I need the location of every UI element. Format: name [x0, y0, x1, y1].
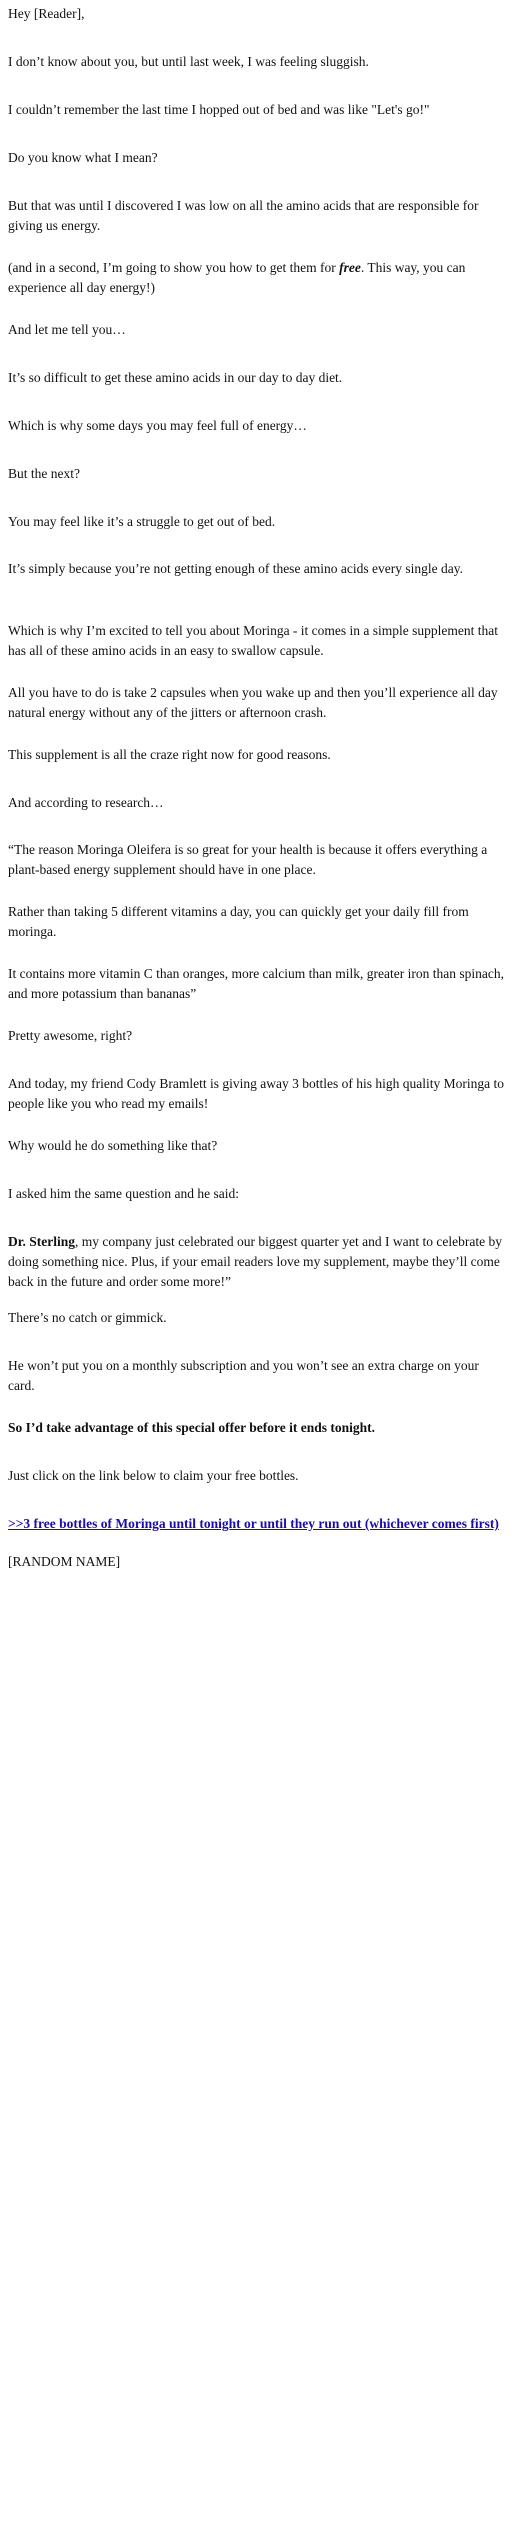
paragraph-subscription: He won’t put you on a monthly subscription and you won’t see an extra charge on your card.	[8, 1358, 479, 1393]
cta-link[interactable]: >>3 free bottles of Moringa until tonight or until they run out (whichever comes first)	[8, 1516, 499, 1531]
paragraph-no-catch: There’s no catch or gimmick.	[8, 1310, 167, 1325]
greeting: Hey [Reader],	[8, 6, 85, 21]
paragraph-difficult: It’s so difficult to get these amino acids in our day to day diet.	[8, 370, 343, 385]
paragraph-advantage	[8, 1418, 508, 1438]
paragraph-quote-1: “The reason Moringa Oleifera is so great for your health is because it offers everything a plant-based energy supplement should have in one place.	[8, 842, 488, 877]
paragraph-know-what: Do you know what I mean?	[8, 150, 158, 165]
paragraph-not-enough: It’s simply because you’re not getting enough of these amino acids every single day.	[8, 561, 464, 576]
paragraph-click: Just click on the link below to claim your free bottles.	[8, 1468, 299, 1483]
paragraph-craze: This supplement is all the craze right now for good reasons.	[8, 747, 331, 762]
paragraph-struggle: You may feel like it’s a struggle to get out of bed.	[8, 514, 276, 529]
free-emphasis: free	[339, 260, 361, 275]
sterling-name: Dr. Sterling	[8, 1234, 75, 1249]
paragraph-sluggish: I don’t know about you, but until last week, I was feeling sluggish.	[8, 54, 369, 69]
paragraph-low-amino: But that was until I discovered I was low on all the amino acids that are responsible for giving us energy.	[8, 198, 479, 233]
cta-paragraph	[8, 1514, 508, 1534]
paragraph-sterling-quote	[8, 1232, 508, 1292]
sterling-quote-text: , my company just celebrated our biggest quarter yet and I want to celebrate by doing something nice. Plus, if your email readers love my supplement, maybe they’ll come back in the future and order some more!”	[8, 1234, 502, 1289]
paragraph-research: And according to research…	[8, 795, 164, 810]
paragraph-awesome: Pretty awesome, right?	[8, 1028, 133, 1043]
paragraph-two-capsules: All you have to do is take 2 capsules when you wake up and then you’ll experience all day natural energy without any of the jitters or afternoon crash.	[8, 685, 498, 720]
paragraph-free-energy	[8, 258, 508, 298]
paragraph-full-energy: Which is why some days you may feel full of energy…	[8, 418, 307, 433]
paragraph-lets-go: I couldn’t remember the last time I hopped out of bed and was like "Let's go!"	[8, 102, 430, 117]
paragraph-giving-away: And today, my friend Cody Bramlett is giving away 3 bottles of his high quality Moringa to people like you who read my emails!	[8, 1076, 504, 1111]
paragraph-why: Why would he do something like that?	[8, 1138, 218, 1153]
free-text-after: . This way, you can experience all day energy!)	[8, 260, 466, 295]
paragraph-next: But the next?	[8, 466, 80, 481]
paragraph-quote-3: It contains more vitamin C than oranges, more calcium than milk, greater iron than spinach, and more potassium than bananas”	[8, 966, 504, 1001]
paragraph-asked: I asked him the same question and he said:	[8, 1186, 239, 1201]
paragraph-quote-2: Rather than taking 5 different vitamins a day, you can quickly get your daily fill from moringa.	[8, 904, 469, 939]
advantage-bold-text: So I’d take advantage of this special offer before it ends tonight.	[8, 1420, 375, 1435]
free-text-before: (and in a second, I’m going to show you how to get them for	[8, 260, 340, 275]
paragraph-let-me-tell: And let me tell you…	[8, 322, 126, 337]
paragraph-moringa-intro: Which is why I’m excited to tell you about Moringa - it comes in a simple supplement that has all of these amino acids in an easy to swallow capsule.	[8, 623, 499, 658]
signature: [RANDOM NAME]	[8, 1554, 121, 1569]
